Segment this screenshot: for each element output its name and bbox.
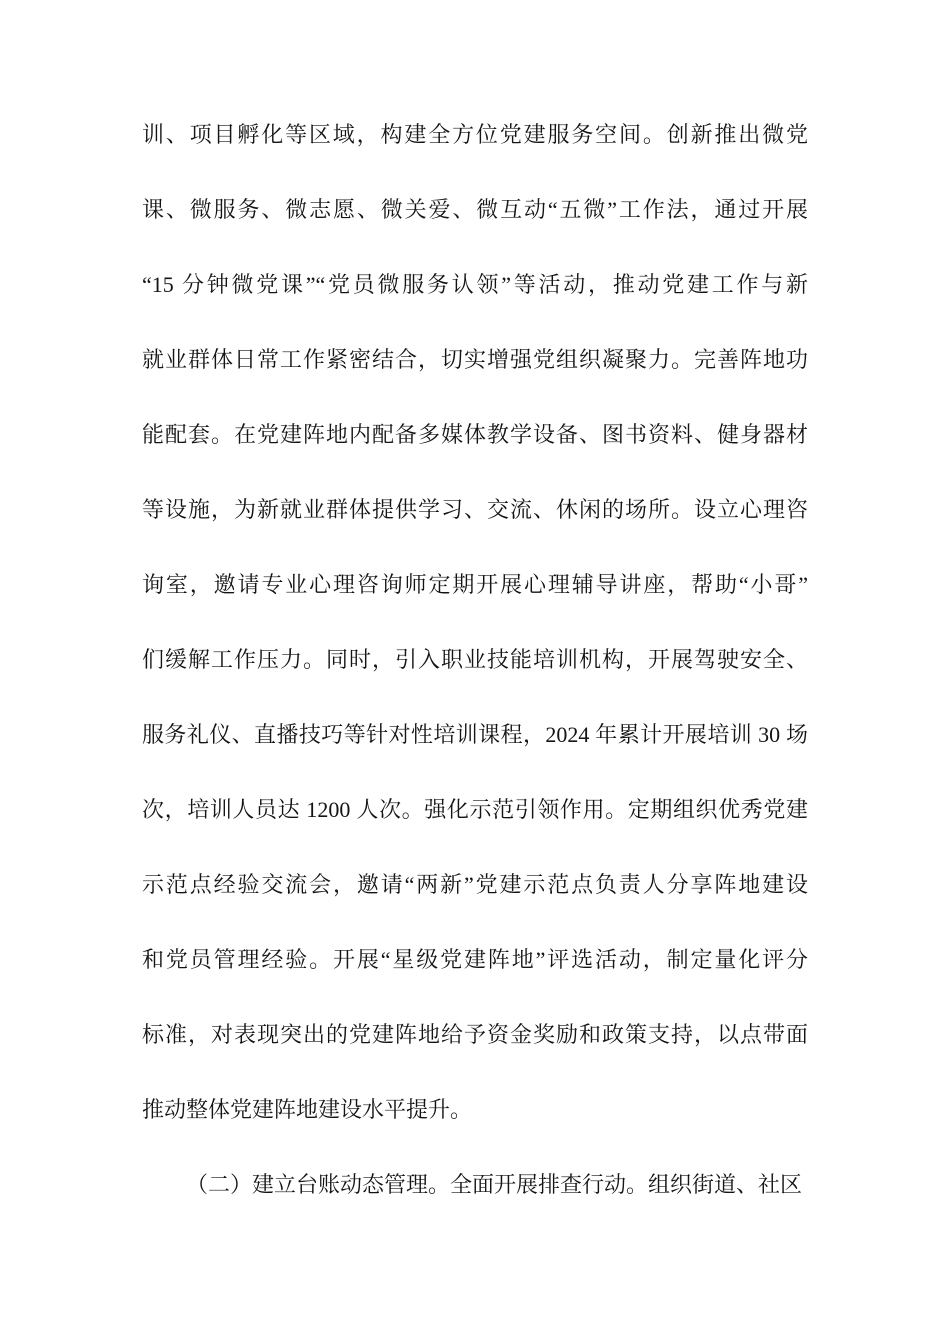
text-line: 就业群体日常工作紧密结合，切实增强党组织凝聚力。完善阵地功 [142,347,808,372]
text-line: 询室，邀请专业心理咨询师定期开展心理辅导讲座，帮助“小哥” [142,572,808,597]
text-line: 训、项目孵化等区域，构建全方位党建服务空间。创新推出微党 [142,122,808,147]
text-line-paragraph-end: 推动整体党建阵地建设水平提升。 [142,1097,473,1122]
text-line: 标准，对表现突出的党建阵地给予资金奖励和政策支持，以点带面 [142,1022,808,1047]
text-line: 们缓解工作压力。同时，引入职业技能培训机构，开展驾驶安全、 [142,647,808,672]
text-line: 示范点经验交流会，邀请“两新”党建示范点负责人分享阵地建设 [142,872,808,897]
text-line: “15 分钟微党课”“党员微服务认领”等活动，推动党建工作与新 [142,272,808,297]
text-line: 能配套。在党建阵地内配备多媒体教学设备、图书资料、健身器材 [142,422,808,447]
text-line: 和党员管理经验。开展“星级党建阵地”评选活动，制定量化评分 [142,947,808,972]
text-line: 等设施，为新就业群体提供学习、交流、休闲的场所。设立心理咨 [142,497,808,522]
text-line-new-paragraph: （二）建立台账动态管理。全面开展排查行动。组织街道、社区 [186,1172,803,1197]
text-line: 次，培训人员达 1200 人次。强化示范引领作用。定期组织优秀党建 [142,797,808,822]
text-line: 课、微服务、微志愿、微关爱、微互动“五微”工作法，通过开展 [142,197,808,222]
text-line: 服务礼仪、直播技巧等针对性培训课程，2024 年累计开展培训 30 场 [142,722,808,747]
